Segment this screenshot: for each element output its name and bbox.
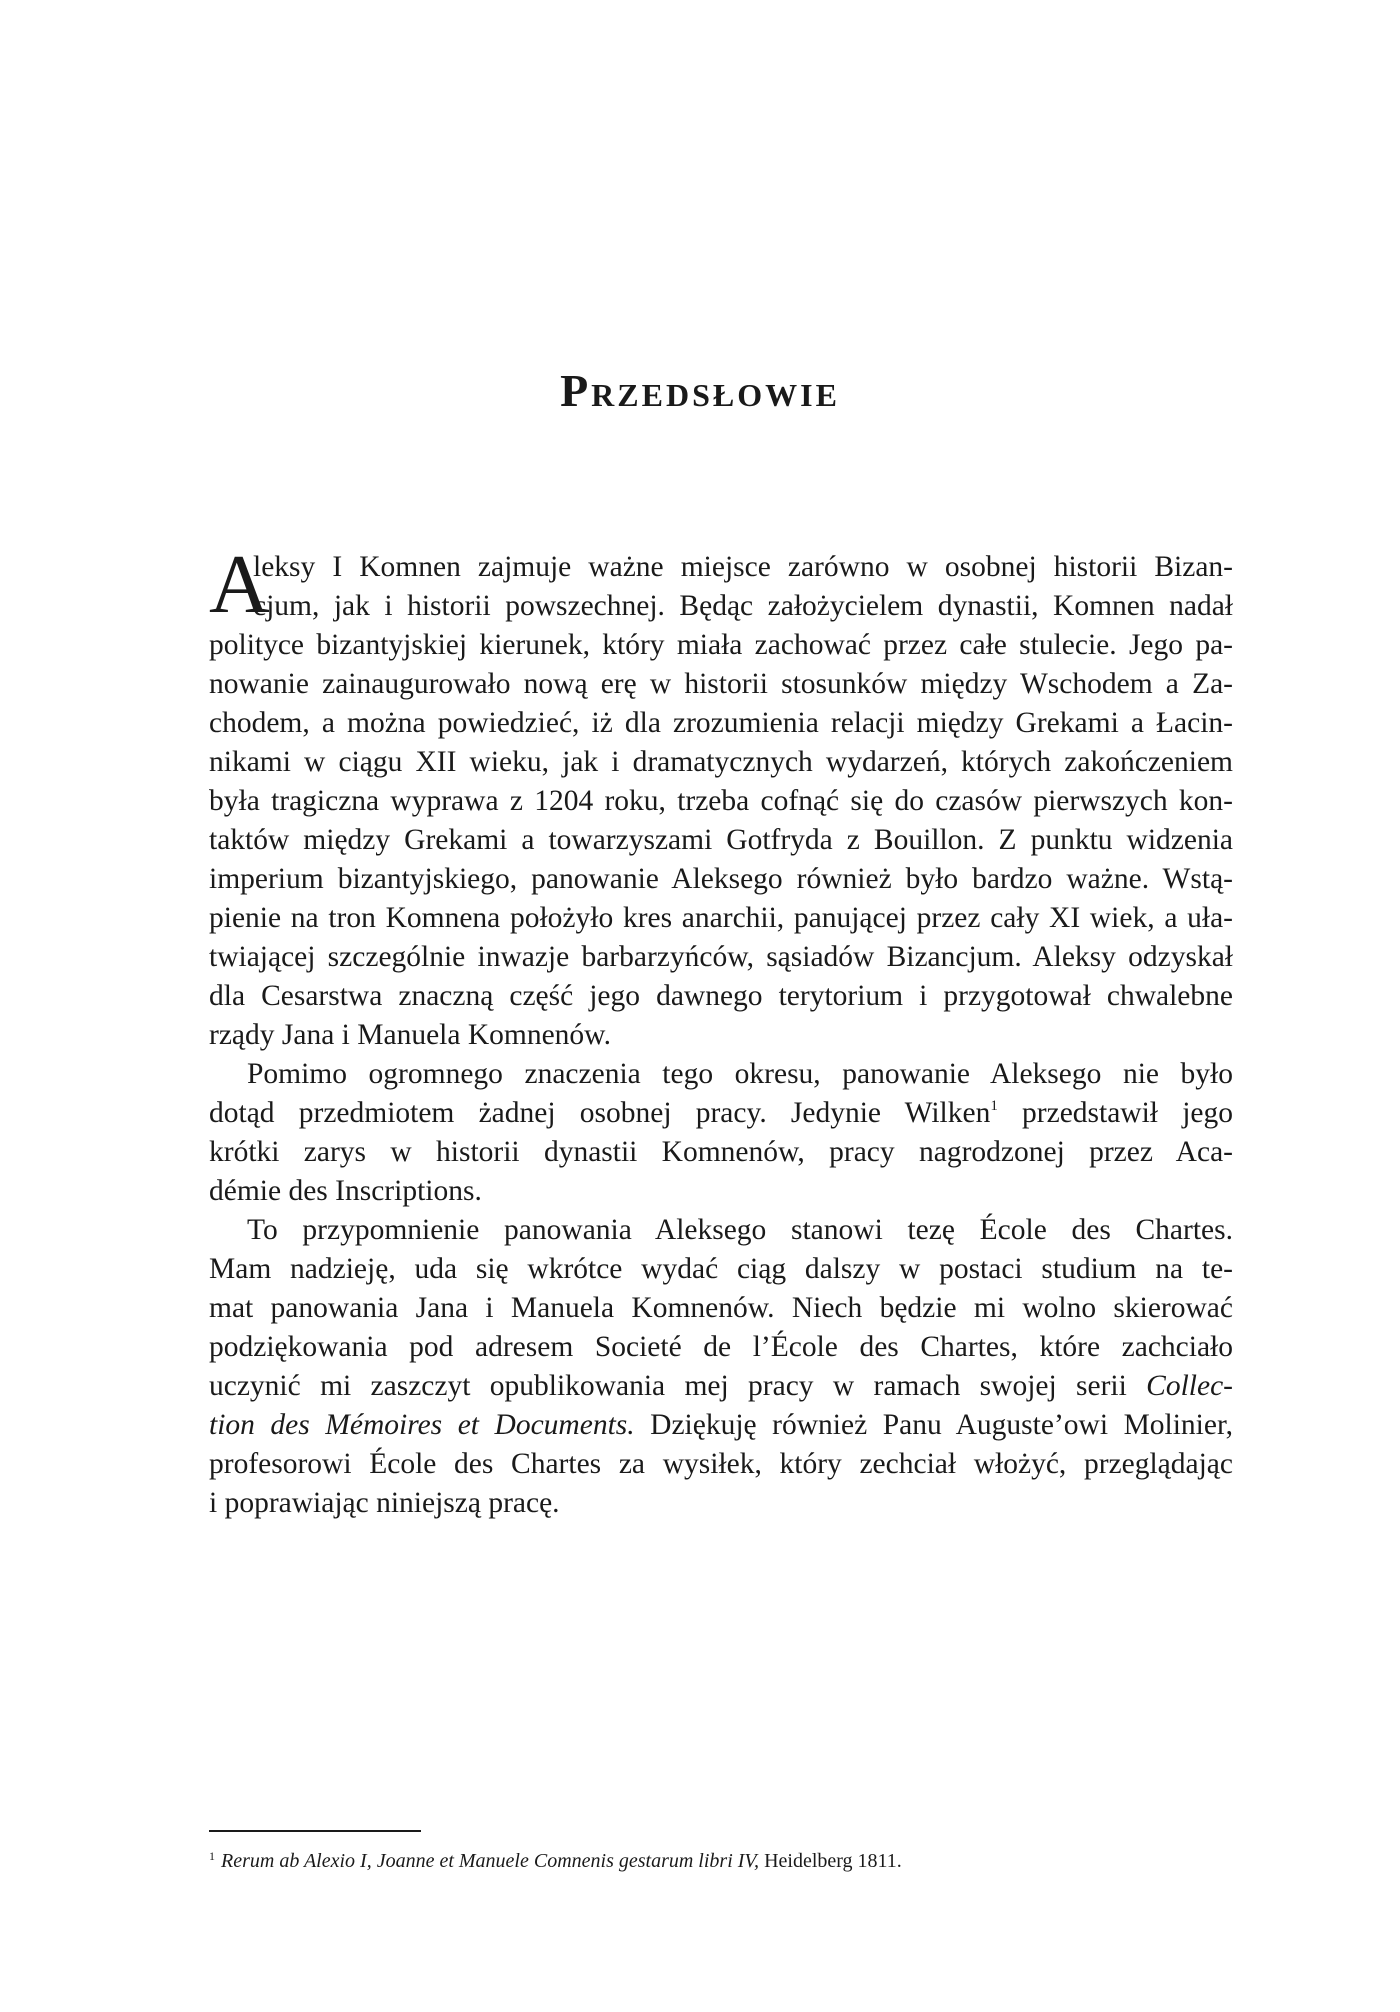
text-line: była tragiczna wyprawa z 1204 roku, trzeba cofnąć się do czasów pierwszych kon-: [209, 785, 1233, 817]
text-line: polityce bizantyjskiej kierunek, który miała zachować przez całe stulecie. Jego pa-: [209, 629, 1233, 661]
footnote-ref[interactable]: 1: [990, 1098, 998, 1114]
text-line: Pomimo ogromnego znaczenia tego okresu, panowanie Aleksego nie było: [247, 1058, 1233, 1090]
text-line: To przypomnienie panowania Aleksego stanowi tezę École des Chartes.: [247, 1214, 1233, 1246]
footnote: [209, 1843, 1233, 1874]
text-line: pienie na tron Komnena położyło kres anarchii, panującej przez cały XI wiek, a uła-: [209, 902, 1233, 934]
text-line: nikami w ciągu XII wieku, jak i dramatycznych wydarzeń, których zakończeniem: [209, 746, 1233, 778]
text-line: chodem, a można powiedzieć, iż dla zrozumienia relacji między Grekami a Łacin-: [209, 707, 1233, 739]
text-line: twiającej szczególnie inwazje barbarzyńców, sąsiadów Bizancjum. Aleksy odzyskał: [209, 941, 1233, 973]
text-line: [209, 1094, 1233, 1133]
paragraph-2: [209, 1055, 1233, 1211]
page-title: Przedsłowie: [560, 365, 840, 416]
text-segment: Dziękuję również Panu Auguste’owi Molinier,: [634, 1409, 1233, 1441]
text-line: dla Cesarstwa znaczną część jego dawnego terytorium i przygotował chwalebne: [209, 980, 1233, 1012]
footnote-text: Heidelberg 1811.: [759, 1850, 902, 1872]
italic-title: tion des Mémoires et Documents.: [209, 1409, 635, 1441]
text-line: krótki zarys w historii dynastii Komnenów, pracy nagrodzonej przez Aca-: [209, 1136, 1233, 1168]
text-segment: przedstawił jego: [997, 1097, 1233, 1129]
text-segment: dotąd przedmiotem żadnej osobnej pracy. Jedynie Wilken: [209, 1097, 991, 1129]
text-segment: uczynić mi zaszczyt opublikowania mej pracy w ramach swojej serii: [209, 1370, 1147, 1402]
footnote-number: 1: [209, 1849, 215, 1863]
text-line: imperium bizantyjskiego, panowanie Aleksego również było bardzo ważne. Wstą-: [209, 863, 1233, 895]
footnote-divider: [209, 1830, 421, 1832]
text-line: démie des Inscriptions.: [209, 1175, 482, 1207]
paragraph-1: [209, 538, 1233, 1055]
paragraph-3: [209, 1211, 1233, 1523]
text-line: rządy Jana i Manuela Komnenów.: [209, 1019, 611, 1051]
text-line: mat panowania Jana i Manuela Komnenów. Niech będzie mi wolno skierować: [209, 1292, 1233, 1324]
text-line: podziękowania pod adresem Societé de l’École des Chartes, które zachciało: [209, 1331, 1233, 1363]
text-line: leksy I Komnen zajmuje ważne miejsce zarówno w osobnej historii Bizan-: [253, 551, 1233, 583]
drop-cap: A: [209, 538, 270, 631]
text-line: profesorowi École des Chartes za wysiłek, który zechciał włożyć, przeglądając: [209, 1448, 1233, 1480]
footnote-italic-text: Rerum ab Alexio I, Joanne et Manuele Comnenis gestarum libri IV,: [221, 1850, 760, 1872]
text-line: nowanie zainaugurowało nową erę w historii stosunków między Wschodem a Za-: [209, 668, 1233, 700]
italic-title: Collec-: [1146, 1370, 1233, 1402]
body-text: [209, 538, 1233, 1523]
text-line: [209, 1367, 1233, 1406]
text-line: cjum, jak i historii powszechnej. Będąc założycielem dynastii, Komnen nadał: [253, 590, 1233, 622]
text-line: taktów między Grekami a towarzyszami Gotfryda z Bouillon. Z punktu widzenia: [209, 824, 1233, 856]
text-line: i poprawiając niniejszą pracę.: [209, 1487, 560, 1519]
text-line: Mam nadzieję, uda się wkrótce wydać ciąg dalszy w postaci studium na te-: [209, 1253, 1233, 1285]
text-line: [209, 1406, 1233, 1445]
